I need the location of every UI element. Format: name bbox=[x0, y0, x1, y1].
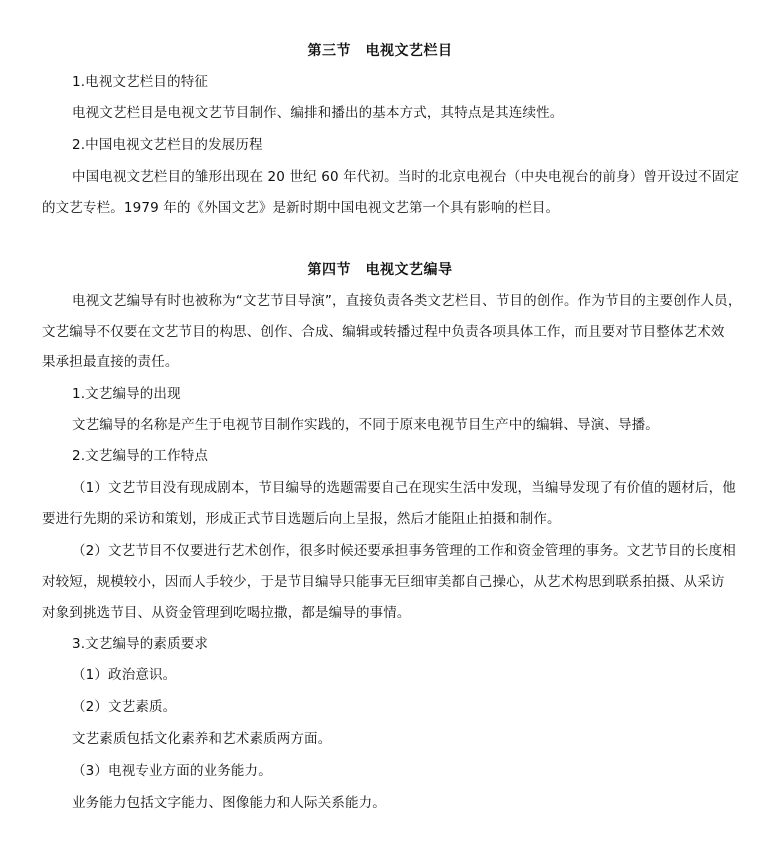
section-4-title: 第四节 电视文艺编导 bbox=[307, 262, 453, 278]
section-4-intro-line-2: 文艺编导不仅要在文艺节目的构思、创作、合成、编辑或转播过程中负责各项具体工作，而且要对节目整体艺术效 bbox=[42, 324, 725, 340]
section-3-paragraph-2-line-2: 的文艺专栏。1979 年的《外国文艺》是新时期中国电视文艺第一个具有影响的栏目。 bbox=[42, 200, 560, 216]
section-3-paragraph-1: 电视文艺栏目是电视文艺节目制作、编排和播出的基本方式，其特点是其连续性。 bbox=[72, 105, 564, 121]
section-3-heading-2: 2.中国电视文艺栏目的发展历程 bbox=[72, 137, 263, 153]
quality-item-1: （1）政治意识。 bbox=[72, 667, 177, 683]
section-4-paragraph-2b-line-1: （2）文艺节目不仅要进行艺术创作，很多时候还要承担事务管理的工作和资金管理的事务。文艺节目的长度相 bbox=[72, 543, 736, 559]
section-4-heading-3: 3.文艺编导的素质要求 bbox=[72, 636, 209, 652]
section-4-paragraph-2b-line-3: 对象到挑选节目、从资金管理到吃喝拉撒，都是编导的事情。 bbox=[42, 605, 411, 621]
section-4-intro-line-1: 电视文艺编导有时也被称为“文艺节目导演”，直接负责各类文艺栏目、节目的创作。作为节目的主要创作人员， bbox=[72, 293, 742, 309]
section-3-paragraph-2-line-1: 中国电视文艺栏目的雏形出现在 20 世纪 60 年代初。当时的北京电视台（中央电视台的前身）曾开设过不固定 bbox=[72, 169, 739, 185]
quality-item-2: （2）文艺素质。 bbox=[72, 699, 177, 715]
section-3-heading-1: 1.电视文艺栏目的特征 bbox=[72, 74, 209, 90]
section-4-paragraph-1: 文艺编导的名称是产生于电视节目制作实践的，不同于原来电视节目生产中的编辑、导演、导播。 bbox=[72, 417, 659, 433]
quality-item-2-description: 文艺素质包括文化素养和艺术素质两方面。 bbox=[72, 731, 332, 747]
section-4-paragraph-2a-line-2: 要进行先期的采访和策划，形成正式节目选题后向上呈报，然后才能阻止拍摄和制作。 bbox=[42, 511, 561, 527]
section-4-intro-line-3: 果承担最直接的责任。 bbox=[42, 354, 179, 370]
quality-item-3-description: 业务能力包括文字能力、图像能力和人际关系能力。 bbox=[72, 795, 386, 811]
section-3-title: 第三节 电视文艺栏目 bbox=[307, 43, 453, 59]
section-4-heading-2: 2.文艺编导的工作特点 bbox=[72, 448, 209, 464]
section-4-paragraph-2a-line-1: （1）文艺节目没有现成剧本，节目编导的选题需要自己在现实生活中发现，当编导发现了有价值的题材后，他 bbox=[72, 480, 736, 496]
section-4-paragraph-2b-line-2: 对较短，规模较小，因而人手较少，于是节目编导只能事无巨细审美都自己操心，从艺术构思到联系拍摄、从采访 bbox=[42, 574, 725, 590]
section-4-heading-1: 1.文艺编导的出现 bbox=[72, 386, 181, 402]
quality-item-3: （3）电视专业方面的业务能力。 bbox=[72, 763, 272, 779]
